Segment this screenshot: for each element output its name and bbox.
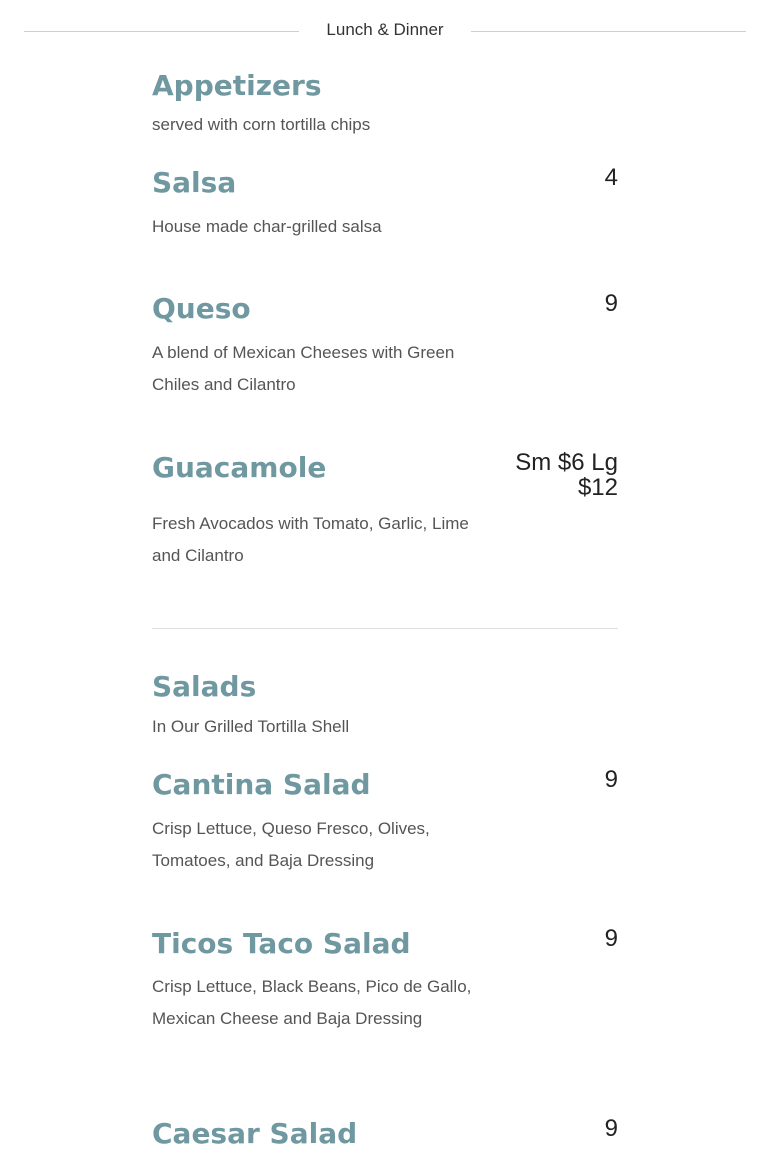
item-price-queso: 9 xyxy=(604,290,618,317)
item-price-caesar-salad: 9 xyxy=(604,1115,618,1142)
item-name-guacamole: Guacamole xyxy=(152,451,327,484)
item-price-salsa: 4 xyxy=(604,164,618,191)
item-name-salsa: Salsa xyxy=(152,166,237,199)
divider-line-left xyxy=(24,31,299,32)
item-description-guacamole: Fresh Avocados with Tomato, Garlic, Lime and Cilantro xyxy=(152,514,469,565)
section-subtitle-appetizers: served with corn tortilla chips xyxy=(152,115,371,134)
item-name-queso: Queso xyxy=(152,292,251,325)
item-description-salsa: House made char-grilled salsa xyxy=(152,217,382,236)
menu-divider-heading xyxy=(24,0,746,60)
item-description-ticos-taco-salad: Crisp Lettuce, Black Beans, Pico de Gallo, Mexican Cheese and Baja Dressing xyxy=(152,977,472,1028)
menu-heading-label: Lunch & Dinner xyxy=(326,20,444,39)
section-subtitle-salads: In Our Grilled Tortilla Shell xyxy=(152,717,350,736)
section-title-appetizers: Appetizers xyxy=(152,69,322,102)
divider-line-right xyxy=(471,31,746,32)
item-description-cantina-salad: Crisp Lettuce, Queso Fresco, Olives, Tomatoes, and Baja Dressing xyxy=(152,819,430,870)
item-name-ticos-taco-salad: Ticos Taco Salad xyxy=(152,927,411,960)
item-name-caesar-salad: Caesar Salad xyxy=(152,1117,358,1150)
item-price-guacamole: Sm $6 Lg $12 xyxy=(515,449,618,501)
section-title-salads: Salads xyxy=(152,670,257,703)
item-description-queso: A blend of Mexican Cheeses with Green Chiles and Cilantro xyxy=(152,343,455,394)
item-name-cantina-salad: Cantina Salad xyxy=(152,768,371,801)
section-divider xyxy=(152,628,618,629)
item-price-ticos-taco-salad: 9 xyxy=(604,925,618,952)
item-price-cantina-salad: 9 xyxy=(604,766,618,793)
